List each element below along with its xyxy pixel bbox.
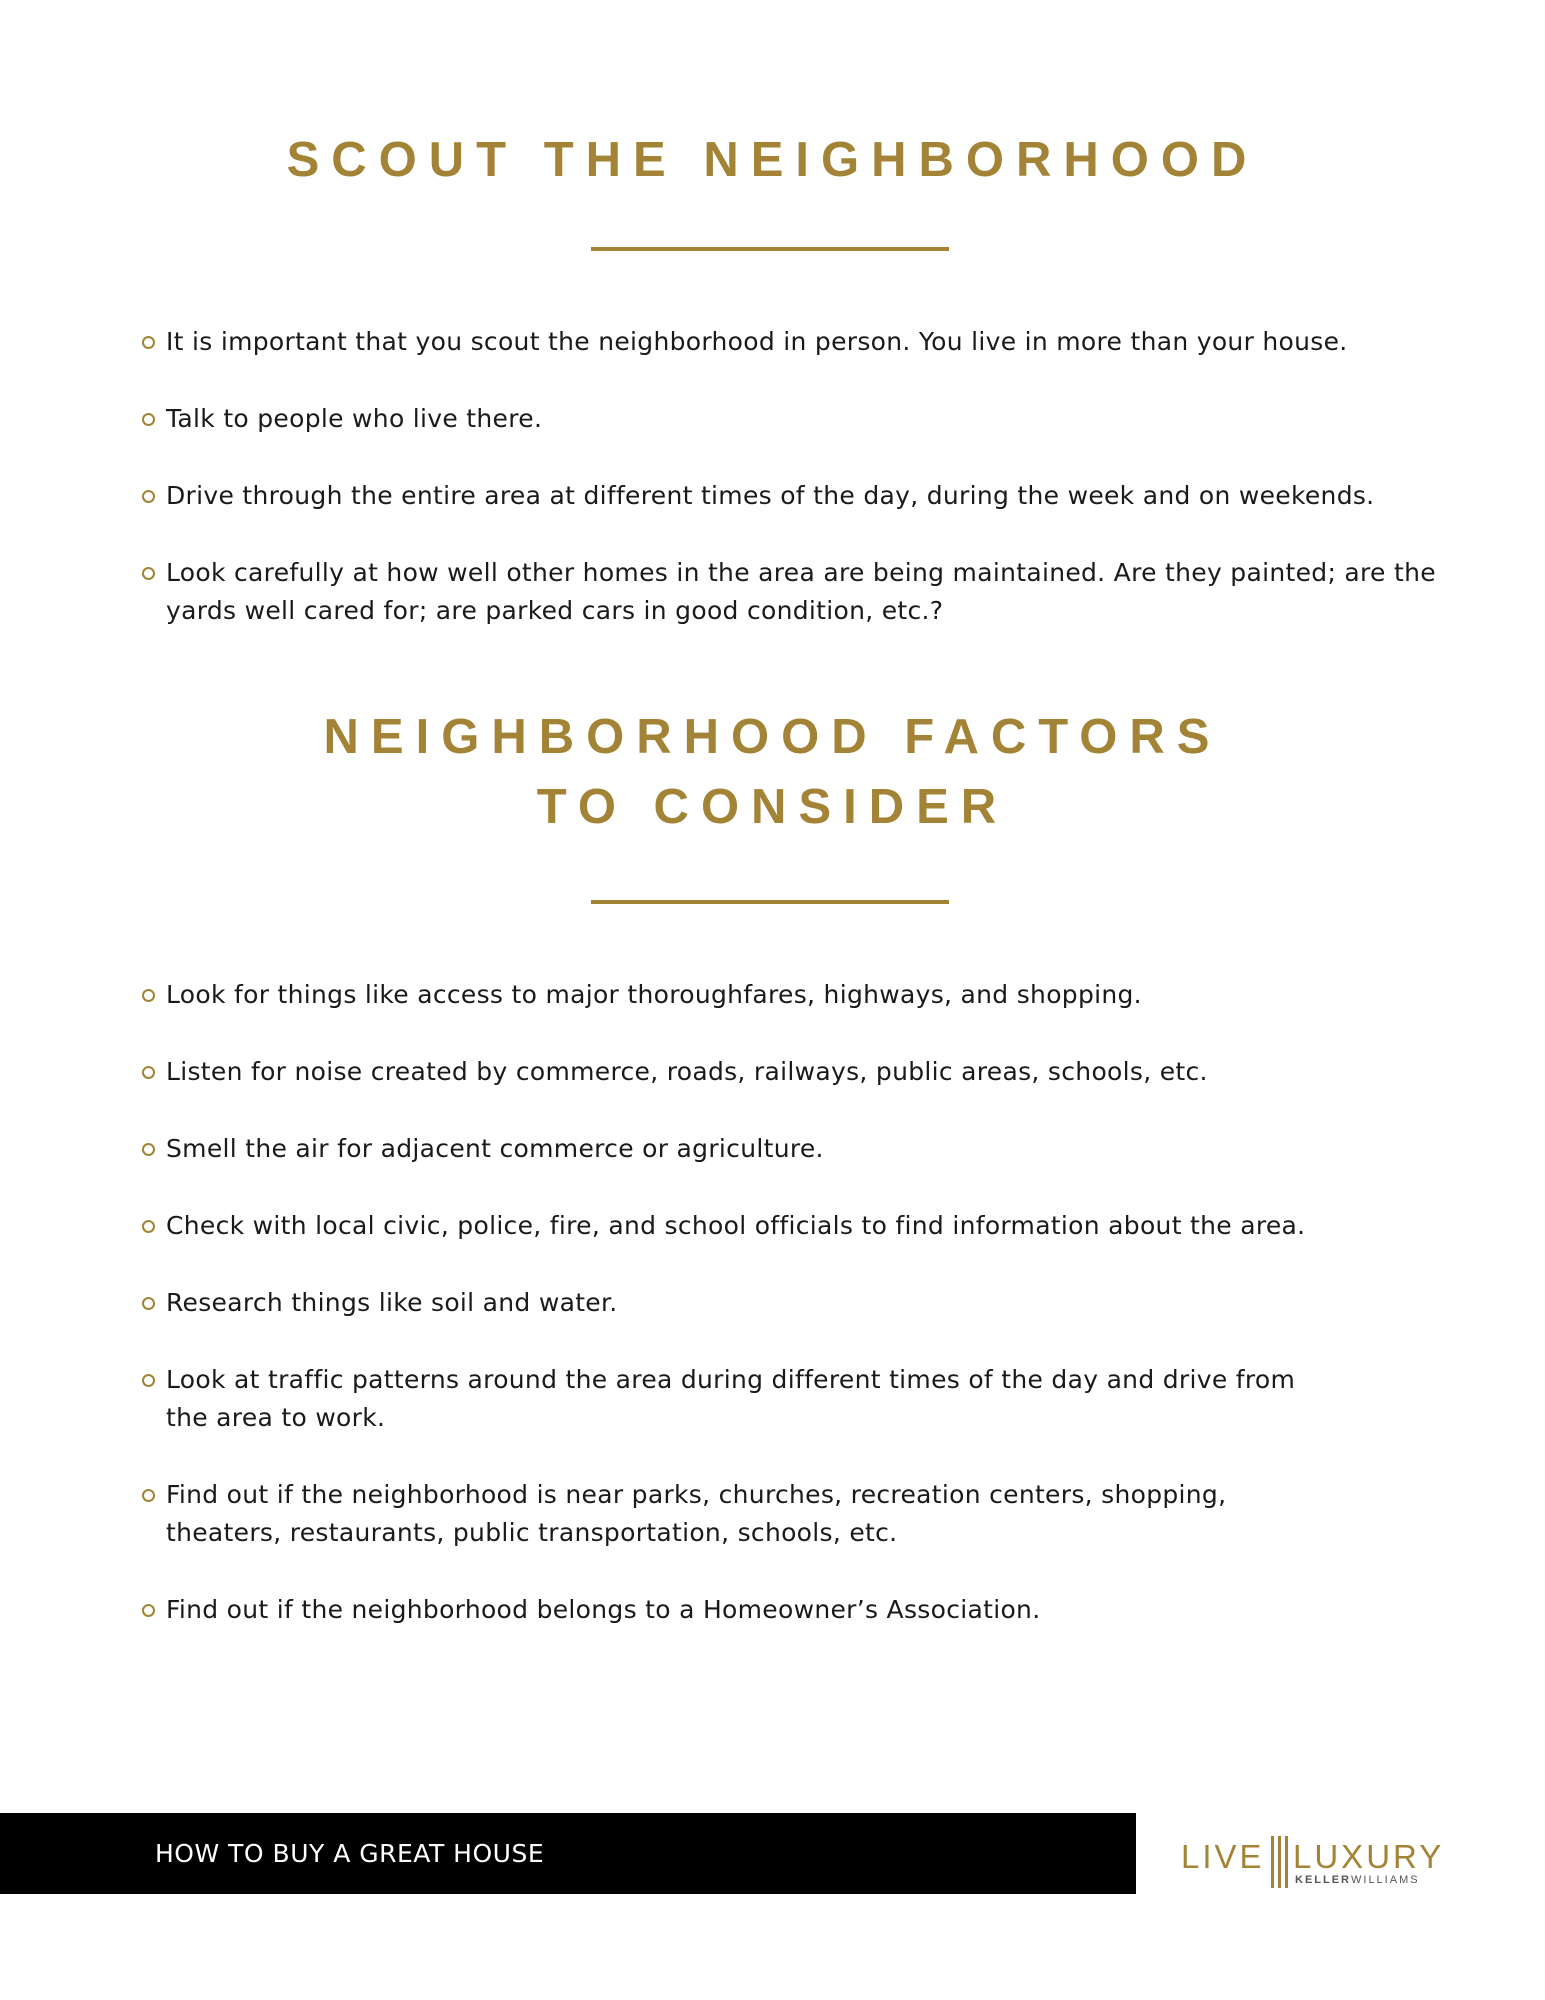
logo-word-luxury: LUXURY [1293,1838,1445,1875]
bullet-circle-icon [142,1297,155,1310]
logo-bars-icon [1269,1836,1291,1888]
list-item-text: Smell the air for adjacent commerce or agriculture. [166,1134,824,1163]
list-item [142,1361,1442,1437]
bullet-circle-icon [142,413,155,426]
list-item-text: Look for things like access to major thoroughfares, highways, and shopping. [166,980,1142,1009]
bullet-circle-icon [142,1143,155,1156]
bullet-circle-icon [142,567,155,580]
list-item-text: It is important that you scout the neighborhood in person. You live in more than your house. [166,327,1348,356]
list-item-text: Find out if the neighborhood is near parks, churches, recreation centers, shopping, theaters, restaurants, public transportation, schools, etc. [166,1480,1227,1547]
section-title-factors [0,702,1545,842]
bullet-circle-icon [142,490,155,503]
list-item [142,1284,1442,1322]
list-item [142,976,1442,1014]
list-item [142,400,1442,438]
logo-keller-williams: KELLERWILLIAMS [1295,1874,1420,1886]
list-item [142,1053,1442,1091]
section-title-line: TO CONSIDER [536,780,1009,834]
list-item-text: Listen for noise created by commerce, roads, railways, public areas, schools, etc. [166,1057,1208,1086]
bullet-circle-icon [142,1066,155,1079]
list-item [142,1130,1442,1168]
list-item-text: Look at traffic patterns around the area during different times of the day and drive from the area to work. [166,1365,1296,1432]
list-item [142,477,1442,515]
list-item-text: Find out if the neighborhood belongs to a Homeowner’s Association. [166,1595,1041,1624]
section-divider [591,900,949,904]
live-luxury-logo [1181,1832,1451,1892]
list-item [142,554,1442,630]
section-title-scout: SCOUT THE NEIGHBORHOOD [286,133,1259,187]
list-item [142,1591,1442,1629]
footer-title: HOW TO BUY A GREAT HOUSE [155,1839,545,1868]
list-item [142,1207,1442,1245]
list-item-text: Check with local civic, police, fire, and school officials to find information about the area. [166,1211,1306,1240]
bullet-circle-icon [142,1489,155,1502]
bullet-circle-icon [142,1604,155,1617]
list-item-text: Look carefully at how well other homes in the area are being maintained. Are they painted; are the yards well cared for; are parked cars in good condition, etc.? [166,558,1436,625]
list-item-text: Research things like soil and water. [166,1288,618,1317]
list-item-text: Talk to people who live there. [166,404,543,433]
list-item [142,1476,1442,1552]
bullet-circle-icon [142,336,155,349]
bullet-circle-icon [142,1220,155,1233]
footer-bar [0,1813,1136,1894]
logo-word-live: LIVE [1181,1838,1265,1875]
section-divider [591,247,949,251]
bullet-circle-icon [142,989,155,1002]
section-title-line: NEIGHBORHOOD FACTORS [323,710,1222,764]
list-item [142,323,1442,361]
list-item-text: Drive through the entire area at different times of the day, during the week and on weekends. [166,481,1375,510]
bullet-circle-icon [142,1374,155,1387]
